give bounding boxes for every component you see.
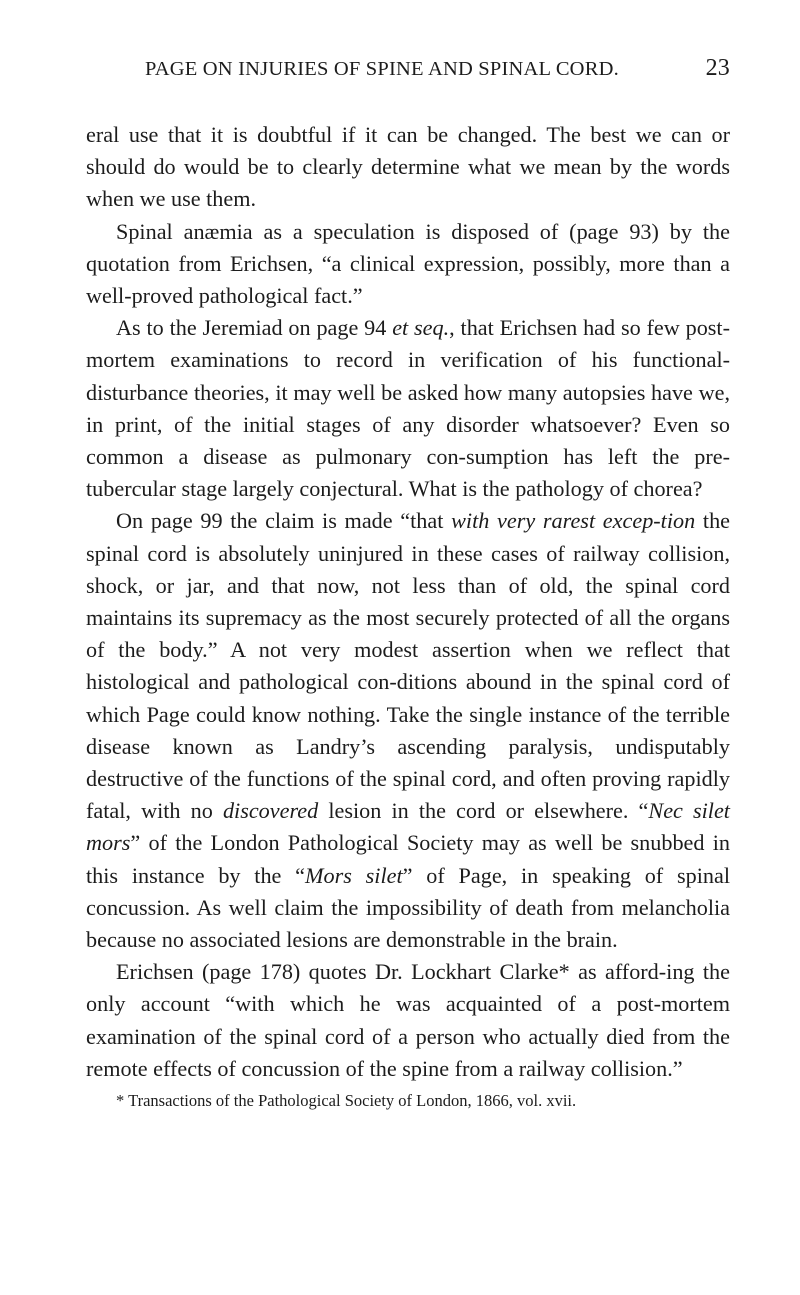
running-head-title: PAGE ON INJURIES OF SPINE AND SPINAL CORD. [145, 58, 619, 80]
text-run: Erichsen (page 178) quotes Dr. Lockhart Clarke* as afford-ing the only account “with which he was acquainted of a post-mortem examination of the spinal cord of a person who actually died from the remote effects of concussion of the spine from a railway collision.” [86, 959, 730, 1081]
italic-text: Nec silet mors [86, 798, 730, 856]
italic-text: discovered [222, 798, 319, 824]
book-page [86, 55, 731, 1112]
running-head [86, 55, 730, 92]
text-run: , that Erichsen had so few post-mortem examinations to record in verification of his functional-disturbance theories, it may well be asked how many autopsies have we, in print, of the initial stages of any disorder whatsoever? Even so common a disease as pulmonary con-sumption has left the pre-tubercular stage largely conjectural. What is the pathology of chorea? [86, 315, 730, 502]
italic-text: et seq. [392, 315, 450, 341]
paragraph [86, 956, 730, 1085]
body-text [86, 119, 730, 1085]
text-run: On page 99 the claim is made “that [116, 508, 452, 534]
italic-text: Mors silet [305, 862, 403, 888]
footnote: * Transactions of the Pathological Society of London, 1866, vol. xvii. [116, 1091, 577, 1111]
paragraph [86, 312, 730, 505]
paragraph [86, 505, 730, 956]
text-run: Spinal anæmia as a speculation is disposed of (page 93) by the quotation from Erichsen, “a clinical expression, possibly, more than a well-proved pathological fact.” [86, 218, 730, 309]
text-run: ” of the London Pathological Society may as well be snubbed in this instance by the “ [86, 830, 730, 888]
text-run: lesion in the cord or elsewhere. “ [318, 798, 649, 824]
italic-text: with very rarest excep-tion [451, 508, 696, 534]
page-number: 23 [705, 55, 730, 81]
text-run: ” of Page, in speaking of spinal concussion. As well claim the impossibility of death from melancholia because no associated lesions are demonstrable in the brain. [86, 862, 730, 953]
paragraph [86, 119, 730, 216]
text-run: eral use that it is doubtful if it can be changed. The best we can or should do would be to clearly determine what we mean by the words when we use them. [86, 122, 730, 212]
text-run: the spinal cord is absolutely uninjured in these cases of railway collision, shock, or jar, and that now, not less than of old, the spinal cord maintains its supremacy as the most securely protected of all the organs of the body.” A not very modest assertion when we reflect that histological and pathological con-ditions abound in the spinal cord of which Page could know nothing. Take the single instance of the terrible disease known as Landry’s ascending paralysis, undisputably destructive of the functions of the spinal cord, and often proving rapidly fatal, with no [86, 508, 731, 824]
paragraph [86, 216, 730, 313]
text-run: As to the Jeremiad on page 94 [116, 315, 393, 341]
